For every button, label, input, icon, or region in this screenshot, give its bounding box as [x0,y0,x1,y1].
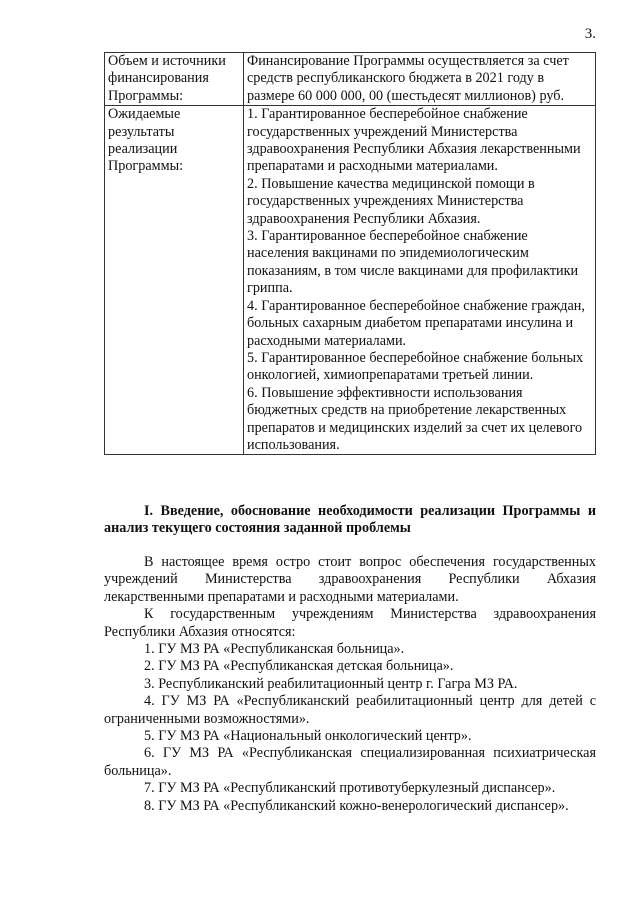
institution-item: 5. ГУ МЗ РА «Национальный онкологический центр». [144,728,472,745]
program-summary-table [104,52,596,455]
institution-item: 6. ГУ МЗ РА «Республиканская специализированная психиатрическая больница». [104,745,596,779]
result-item: 5. Гарантированное бесперебойное снабжение больных онкологией, химиопрепаратами третьей линии. [247,349,584,384]
results-label: Ожидаемые результаты реализации Программы: [105,106,244,455]
page-number: 3. [584,26,596,42]
result-item: 4. Гарантированное бесперебойное снабжение граждан, больных сахарным диабетом препаратами инсулина и расходными материалами. [247,297,585,349]
funding-row [105,53,596,106]
result-item: 3. Гарантированное бесперебойное снабжение населения вакцинами по эпидемиологическим показаниям, в том числе вакцинами для профилактики гриппа. [247,228,579,297]
institution-item: 4. ГУ МЗ РА «Республиканский реабилитационный центр для детей с ограниченными возможностями». [104,693,596,727]
institution-item: 8. ГУ МЗ РА «Республиканский кожно-венерологический диспансер». [144,797,569,814]
funding-text: Финансирование Программы осуществляется за счет средств республиканского бюджета в 2021 году в размере 60 000 000, 00 (шестьдесят миллионов) руб. [244,53,596,106]
results-row [105,106,596,455]
list-intro-paragraph: К государственным учреждениям Министерства здравоохранения Республики Абхазия относятся: [104,606,596,640]
institution-item: 3. Республиканский реабилитационный центр г. Гагра МЗ РА. [144,675,518,692]
result-item: 6. Повышение эффективности использования бюджетных средств на приобретение лекарственных препаратов и медицинских изделий за счет их целевого использования. [247,384,583,453]
section-heading: I. Введение, обоснование необходимости реализации Программы и анализ текущего состояния заданной проблемы [104,503,596,537]
result-item: 2. Повышение качества медицинской помощи в государственных учреждениях Министерства здравоохранения Республики Абхазия. [247,175,535,227]
section-body [104,554,596,815]
institution-item: 1. ГУ МЗ РА «Республиканская больница». [144,641,405,658]
institution-item: 7. ГУ МЗ РА «Республиканский противотуберкулезный диспансер». [144,780,556,797]
result-item: 1. Гарантированное бесперебойное снабжение государственных учреждений Министерства здравоохранения Республики Абхазия лекарственными препаратами и расходными материалами. [247,106,581,175]
funding-label: Объем и источники финансирования Программы: [105,53,244,106]
institution-item: 2. ГУ МЗ РА «Республиканская детская больница». [144,658,454,675]
intro-paragraph: В настоящее время остро стоит вопрос обеспечения государственных учреждений Министерства здравоохранения Республики Абхазия лекарственными препаратами и расходными материалами. [104,554,596,605]
results-cell [244,106,596,455]
